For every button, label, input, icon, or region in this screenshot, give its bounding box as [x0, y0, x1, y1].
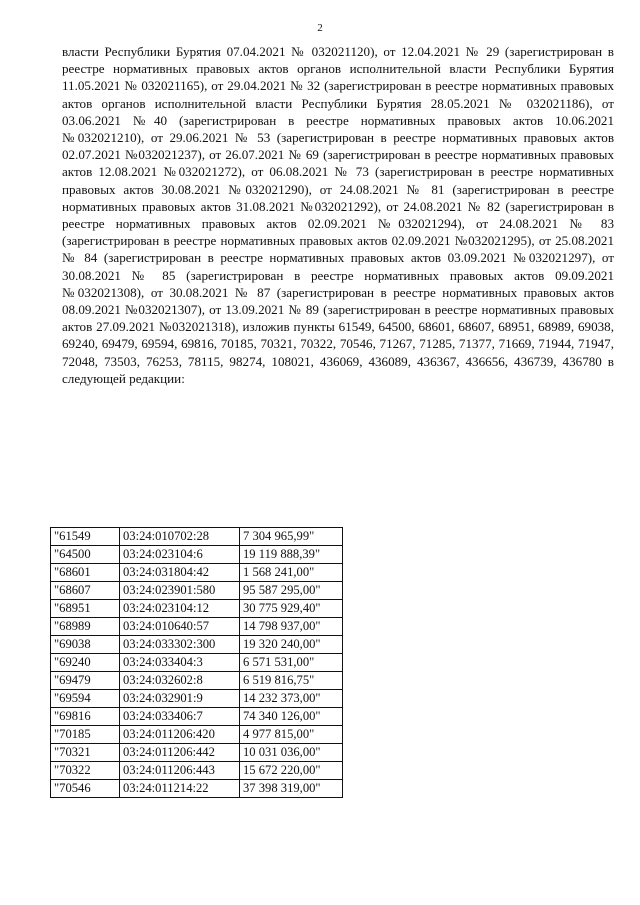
cadastral-number-cell: 03:24:011206:420	[120, 726, 240, 744]
cadastral-number-cell: 03:24:031804:42	[120, 564, 240, 582]
cadastral-number-cell: 03:24:023104:12	[120, 600, 240, 618]
table-row	[51, 636, 343, 654]
table-row	[51, 744, 343, 762]
table-row	[51, 762, 343, 780]
cadastral-value-cell: 6 571 531,00"	[240, 654, 343, 672]
table-row	[51, 546, 343, 564]
page-number: 2	[317, 22, 323, 34]
cadastral-value-cell: 14 232 373,00"	[240, 690, 343, 708]
cadastral-number-cell: 03:24:032901:9	[120, 690, 240, 708]
item-number-cell: "69479	[51, 672, 120, 690]
cadastral-number-cell: 03:24:033302:300	[120, 636, 240, 654]
cadastral-value-cell: 30 775 929,40"	[240, 600, 343, 618]
item-number-cell: "70185	[51, 726, 120, 744]
cadastral-value-cell: 19 119 888,39"	[240, 546, 343, 564]
table-body	[51, 528, 343, 798]
cadastral-number-cell: 03:24:023104:6	[120, 546, 240, 564]
cadastral-value-cell: 6 519 816,75"	[240, 672, 343, 690]
cadastral-number-cell: 03:24:033406:7	[120, 708, 240, 726]
cadastral-number-cell: 03:24:033404:3	[120, 654, 240, 672]
table-row	[51, 618, 343, 636]
item-number-cell: "69240	[51, 654, 120, 672]
table-row	[51, 708, 343, 726]
item-number-cell: "69816	[51, 708, 120, 726]
cadastral-number-cell: 03:24:011214:22	[120, 780, 240, 798]
item-number-cell: "70322	[51, 762, 120, 780]
item-number-cell: "64500	[51, 546, 120, 564]
cadastral-number-cell: 03:24:011206:442	[120, 744, 240, 762]
item-number-cell: "69594	[51, 690, 120, 708]
cadastral-value-cell: 7 304 965,99"	[240, 528, 343, 546]
cadastral-value-cell: 95 587 295,00"	[240, 582, 343, 600]
item-number-cell: "68951	[51, 600, 120, 618]
cadastral-number-cell: 03:24:032602:8	[120, 672, 240, 690]
item-number-cell: "68607	[51, 582, 120, 600]
cadastral-value-cell: 19 320 240,00"	[240, 636, 343, 654]
cadastral-value-cell: 4 977 815,00"	[240, 726, 343, 744]
table-row	[51, 528, 343, 546]
cadastral-number-cell: 03:24:023901:580	[120, 582, 240, 600]
item-number-cell: "69038	[51, 636, 120, 654]
cadastral-value-table	[50, 527, 343, 798]
cadastral-number-cell: 03:24:010640:57	[120, 618, 240, 636]
cadastral-number-cell: 03:24:011206:443	[120, 762, 240, 780]
table-row	[51, 672, 343, 690]
item-number-cell: "70546	[51, 780, 120, 798]
cadastral-value-cell: 15 672 220,00"	[240, 762, 343, 780]
table-row	[51, 600, 343, 618]
table-row	[51, 564, 343, 582]
table-row	[51, 582, 343, 600]
cadastral-number-cell: 03:24:010702:28	[120, 528, 240, 546]
table-row	[51, 690, 343, 708]
table-row	[51, 726, 343, 744]
table-row	[51, 654, 343, 672]
item-number-cell: "68989	[51, 618, 120, 636]
item-number-cell: "61549	[51, 528, 120, 546]
item-number-cell: "70321	[51, 744, 120, 762]
body-paragraph: власти Республики Бурятия 07.04.2021 № 032021120), от 12.04.2021 № 29 (зарегистрирован в реестре нормативных правовых актов органов исполнительной власти Республики Бурятия 11.05.2021 № 032021165), от 29.04.2021 № 32 (зарегистрирован в реестре нормативных правовых актов органов исполнительной власти Республики Бурятия 28.05.2021 № 032021186), от 03.06.2021 №40 (зарегистрирован в реестре нормативных правовых актов 10.06.2021 №032021210), от 29.06.2021 № 53 (зарегистрирован в реестре нормативных правовых актов 02.07.2021 №032021237), от 26.07.2021 № 69 (зарегистрирован в реестре нормативных правовых актов 12.08.2021 №032021272), от 06.08.2021 № 73 (зарегистрирован в реестре нормативных правовых актов 30.08.2021 №032021290), от 24.08.2021 № 81 (зарегистрирован в реестре нормативных правовых актов 31.08.2021 №032021292), от 24.08.2021 № 82 (зарегистрирован в реестре нормативных правовых актов 02.09.2021 №032021294), от 24.08.2021 № 83 (зарегистрирован в реестре нормативных правовых актов 02.09.2021 №032021295), от 25.08.2021 № 84 (зарегистрирован в реестре нормативных правовых актов 03.09.2021 №032021297), от 30.08.2021 № 85 (зарегистрирован в реестре нормативных правовых актов 09.09.2021 №032021308), от 30.08.2021 № 87 (зарегистрирован в реестре нормативных правовых актов 08.09.2021 №032021307), от 13.09.2021 № 89 (зарегистрирован в реестре нормативных правовых актов 27.09.2021 №032021318), изложив пункты 61549, 64500, 68601, 68607, 68951, 68989, 69038, 69240, 69479, 69594, 69816, 70185, 70321, 70322, 70546, 71267, 71285, 71377, 71669, 71944, 71947, 72048, 73503, 76253, 78115, 98274, 108021, 436069, 436089, 436367, 436656, 436739, 436780 в следующей редакции:	[62, 44, 614, 386]
cadastral-value-cell: 37 398 319,00"	[240, 780, 343, 798]
cadastral-value-cell: 1 568 241,00"	[240, 564, 343, 582]
item-number-cell: "68601	[51, 564, 120, 582]
cadastral-value-cell: 74 340 126,00"	[240, 708, 343, 726]
cadastral-value-cell: 10 031 036,00"	[240, 744, 343, 762]
cadastral-value-cell: 14 798 937,00"	[240, 618, 343, 636]
table-row	[51, 780, 343, 798]
